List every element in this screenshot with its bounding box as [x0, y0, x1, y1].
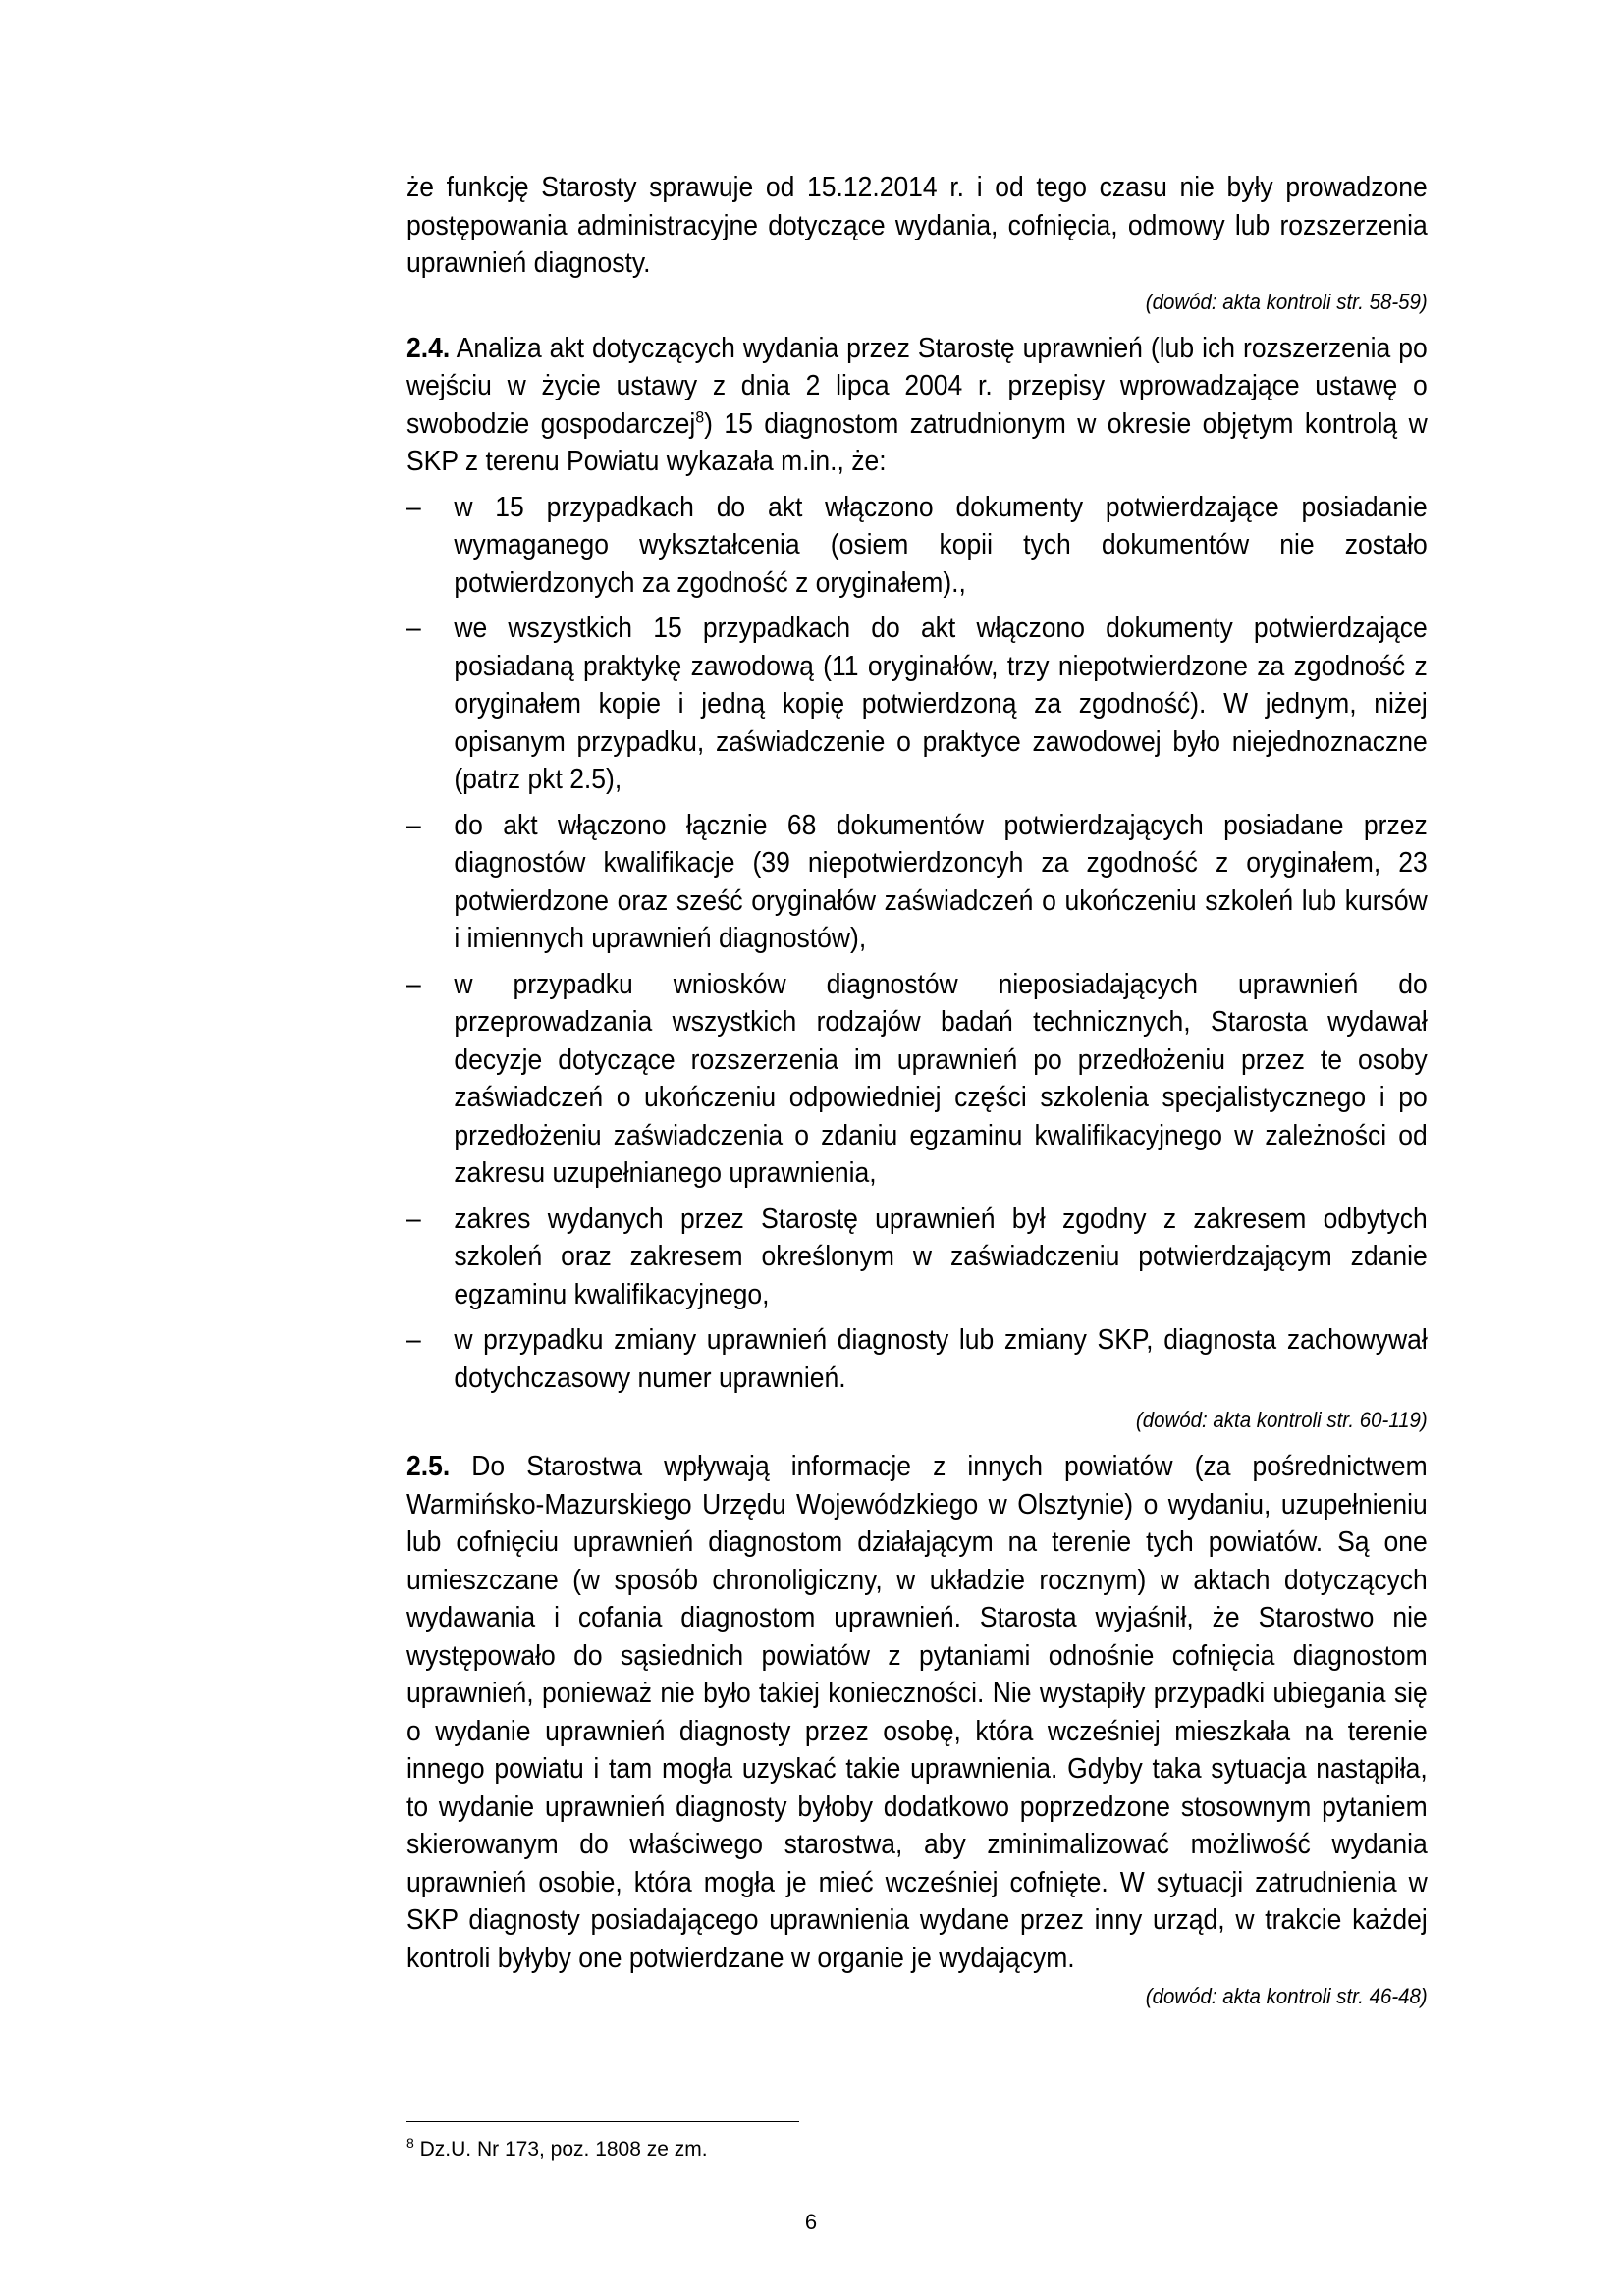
section-2-4-text-a: Analiza akt dotyczących wydania przez Starostę uprawnień (lub ich rozszerzenia po wejściu w życie ustawy z dnia 2 lipca 2004 r. przepisy wprowadzające ustawę o swobodzie gospodarczej: [406, 332, 1428, 440]
list-item: – w 15 przypadkach do akt włączono dokumenty potwierdzające posiadanie wymaganego wykształcenia (osiem kopii tych dokumentów nie zostało potwierdzonych za zgodność z oryginałem).,: [406, 489, 1428, 603]
footnote: [406, 2136, 708, 2163]
list-item: – w przypadku zmiany uprawnień diagnosty lub zmiany SKP, diagnosta zachowywał dotychczasowy numer uprawnień.: [406, 1321, 1428, 1397]
footnote-marker: 8: [406, 2135, 414, 2151]
section-number: 2.4.: [406, 332, 451, 364]
footnote-separator: [406, 2121, 799, 2122]
section-2-4-paragraph: [406, 330, 1428, 481]
footnote-reference: 8: [695, 407, 705, 426]
section-2-4-text-b: ) 15 diagnostom zatrudnionym w okresie objętym kontrolą w SKP z terenu Powiatu wykazała m.in., że:: [406, 407, 1428, 477]
evidence-note-2: (dowód: akta kontroli str. 60-119): [1135, 1408, 1428, 1432]
intro-paragraph: że funkcję Starosty sprawuje od 15.12.2014 r. i od tego czasu nie były prowadzone postępowania administracyjne dotyczące wydania, cofnięcia, odmowy lub rozszerzenia uprawnień diagnosty.: [406, 172, 1428, 279]
page-number: 6: [804, 2210, 818, 2234]
section-2-4: [406, 330, 1428, 1437]
evidence-note-3: (dowód: akta kontroli str. 46-48): [1145, 1984, 1428, 2008]
list-item: – w przypadku wniosków diagnostów nieposiadających uprawnień do przeprowadzania wszystkich rodzajów badań technicznych, Starosta wydawał decyzje dotyczące rozszerzenia im uprawnień po przedłożeniu przez te osoby zaświadczeń o ukończeniu odpowiedniej części szkolenia specjalistycznego i po przedłożeniu zaświadczenia o zdaniu egzaminu kwalifikacyjnego w zależności od zakresu uzupełnianego uprawnienia,: [406, 966, 1428, 1193]
section-number: 2.5.: [406, 1451, 451, 1482]
list-item: – we wszystkich 15 przypadkach do akt włączono dokumenty potwierdzające posiadaną praktykę zawodową (11 oryginałów, trzy niepotwierdzone za zgodność z oryginałem kopie i jedną kopię potwierdzoną za zgodność). W jednym, niżej opisanym przypadku, zaświadczenie o praktyce zawodowej było niejednoznaczne (patrz pkt 2.5),: [406, 610, 1428, 799]
section-2-5-text: Do Starostwa wpływają informacje z innych powiatów (za pośrednictwem Warmińsko-Mazurskiego Urzędu Wojewódzkiego w Olsztynie) o wydaniu, uzupełnieniu lub cofnięciu uprawnień diagnostom działającym na terenie tych powiatów. Są one umieszczane (w sposób chronoligiczny, w układzie rocznym) w aktach dotyczących wydawania i cofania diagnostom uprawnień. Starosta wyjaśnił, że Starostwo nie występowało do sąsiednich powiatów z pytaniami odnośnie cofnięcia diagnostom uprawnień, ponieważ nie było takiej konieczności. Nie wystapiły przypadki ubiegania się o wydanie uprawnień diagnosty przez osobę, która wcześniej mieszkała na terenie innego powiatu i tam mogła uzyskać takie uprawnienia. Gdyby taka sytuacja nastąpiła, to wydanie uprawnień diagnosty byłoby dodatkowo poprzedzone stosownym pytaniem skierowanym do właściwego starostwa, aby zminimalizować możliwość wydania uprawnień osobie, która mogła je mieć wcześniej cofnięte. W sytuacji zatrudnienia w SKP diagnosty posiadającego uprawnienia wydane przez inny urząd, w trakcie każdej kontroli byłyby one potwierdzane w organie je wydającym.: [406, 1451, 1428, 1974]
section-2-5-paragraph: [406, 1448, 1428, 1977]
main-content: [406, 169, 1428, 2022]
list-item: – do akt włączono łącznie 68 dokumentów potwierdzających posiadane przez diagnostów kwalifikacje (39 niepotwierdzoncyh za zgodność z oryginałem, 23 potwierdzone oraz sześć oryginałów zaświadczeń o ukończeniu szkoleń lub kursów i imiennych uprawnień diagnostów),: [406, 807, 1428, 958]
evidence-note-1: (dowód: akta kontroli str. 58-59): [1145, 289, 1428, 314]
list-item: – zakres wydanych przez Starostę uprawnień był zgodny z zakresem odbytych szkoleń oraz zakresem określonym w zaświadczeniu potwierdzającym zdanie egzaminu kwalifikacyjnego,: [406, 1201, 1428, 1314]
findings-list: [406, 489, 1428, 1398]
section-2-5: [406, 1448, 1428, 2012]
footnote-text: Dz.U. Nr 173, poz. 1808 ze zm.: [413, 2138, 708, 2161]
